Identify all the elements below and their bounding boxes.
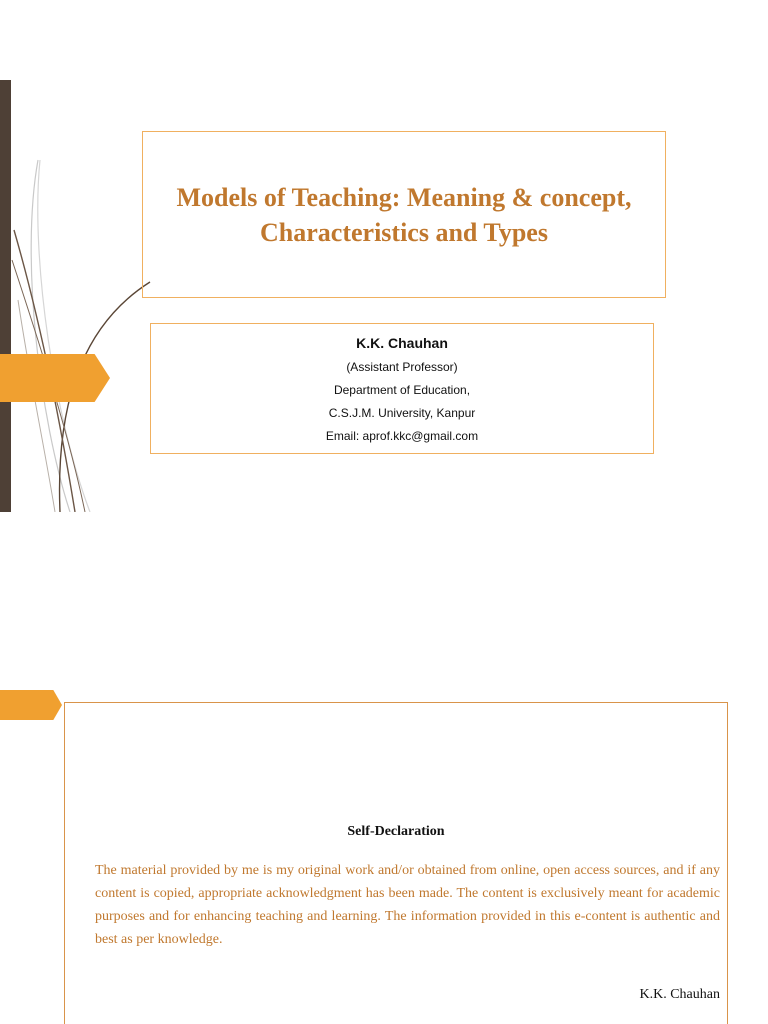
author-role: (Assistant Professor) — [346, 360, 458, 374]
arrow-tab-decoration — [0, 354, 110, 402]
self-declaration-slide — [0, 512, 768, 1024]
author-department: Department of Education, — [333, 383, 471, 397]
declaration-box — [64, 702, 728, 1024]
page-title: Models of Teaching: Meaning & concept, Characteristics and Types — [176, 182, 632, 247]
author-university: C.S.J.M. University, Kanpur — [328, 406, 476, 420]
declaration-body: The material provided by me is my original work and/or obtained from online, open access sources, and if any content is copied, appropriate acknowledgment has been made. The content is exclusively meant for academic purposes and for enhancing teaching and learning. The information provided in this e-content is authentic and best as per knowledge. — [95, 863, 720, 947]
author-name: K.K. Chauhan — [356, 335, 448, 351]
title-box — [142, 131, 666, 298]
declaration-heading: Self-Declaration — [347, 824, 445, 839]
declaration-signature: K.K. Chauhan — [639, 987, 720, 1002]
arrow-tab-decoration — [0, 690, 62, 720]
author-email: Email: aprof.kkc@gmail.com — [325, 429, 479, 443]
author-info-box — [150, 323, 654, 454]
